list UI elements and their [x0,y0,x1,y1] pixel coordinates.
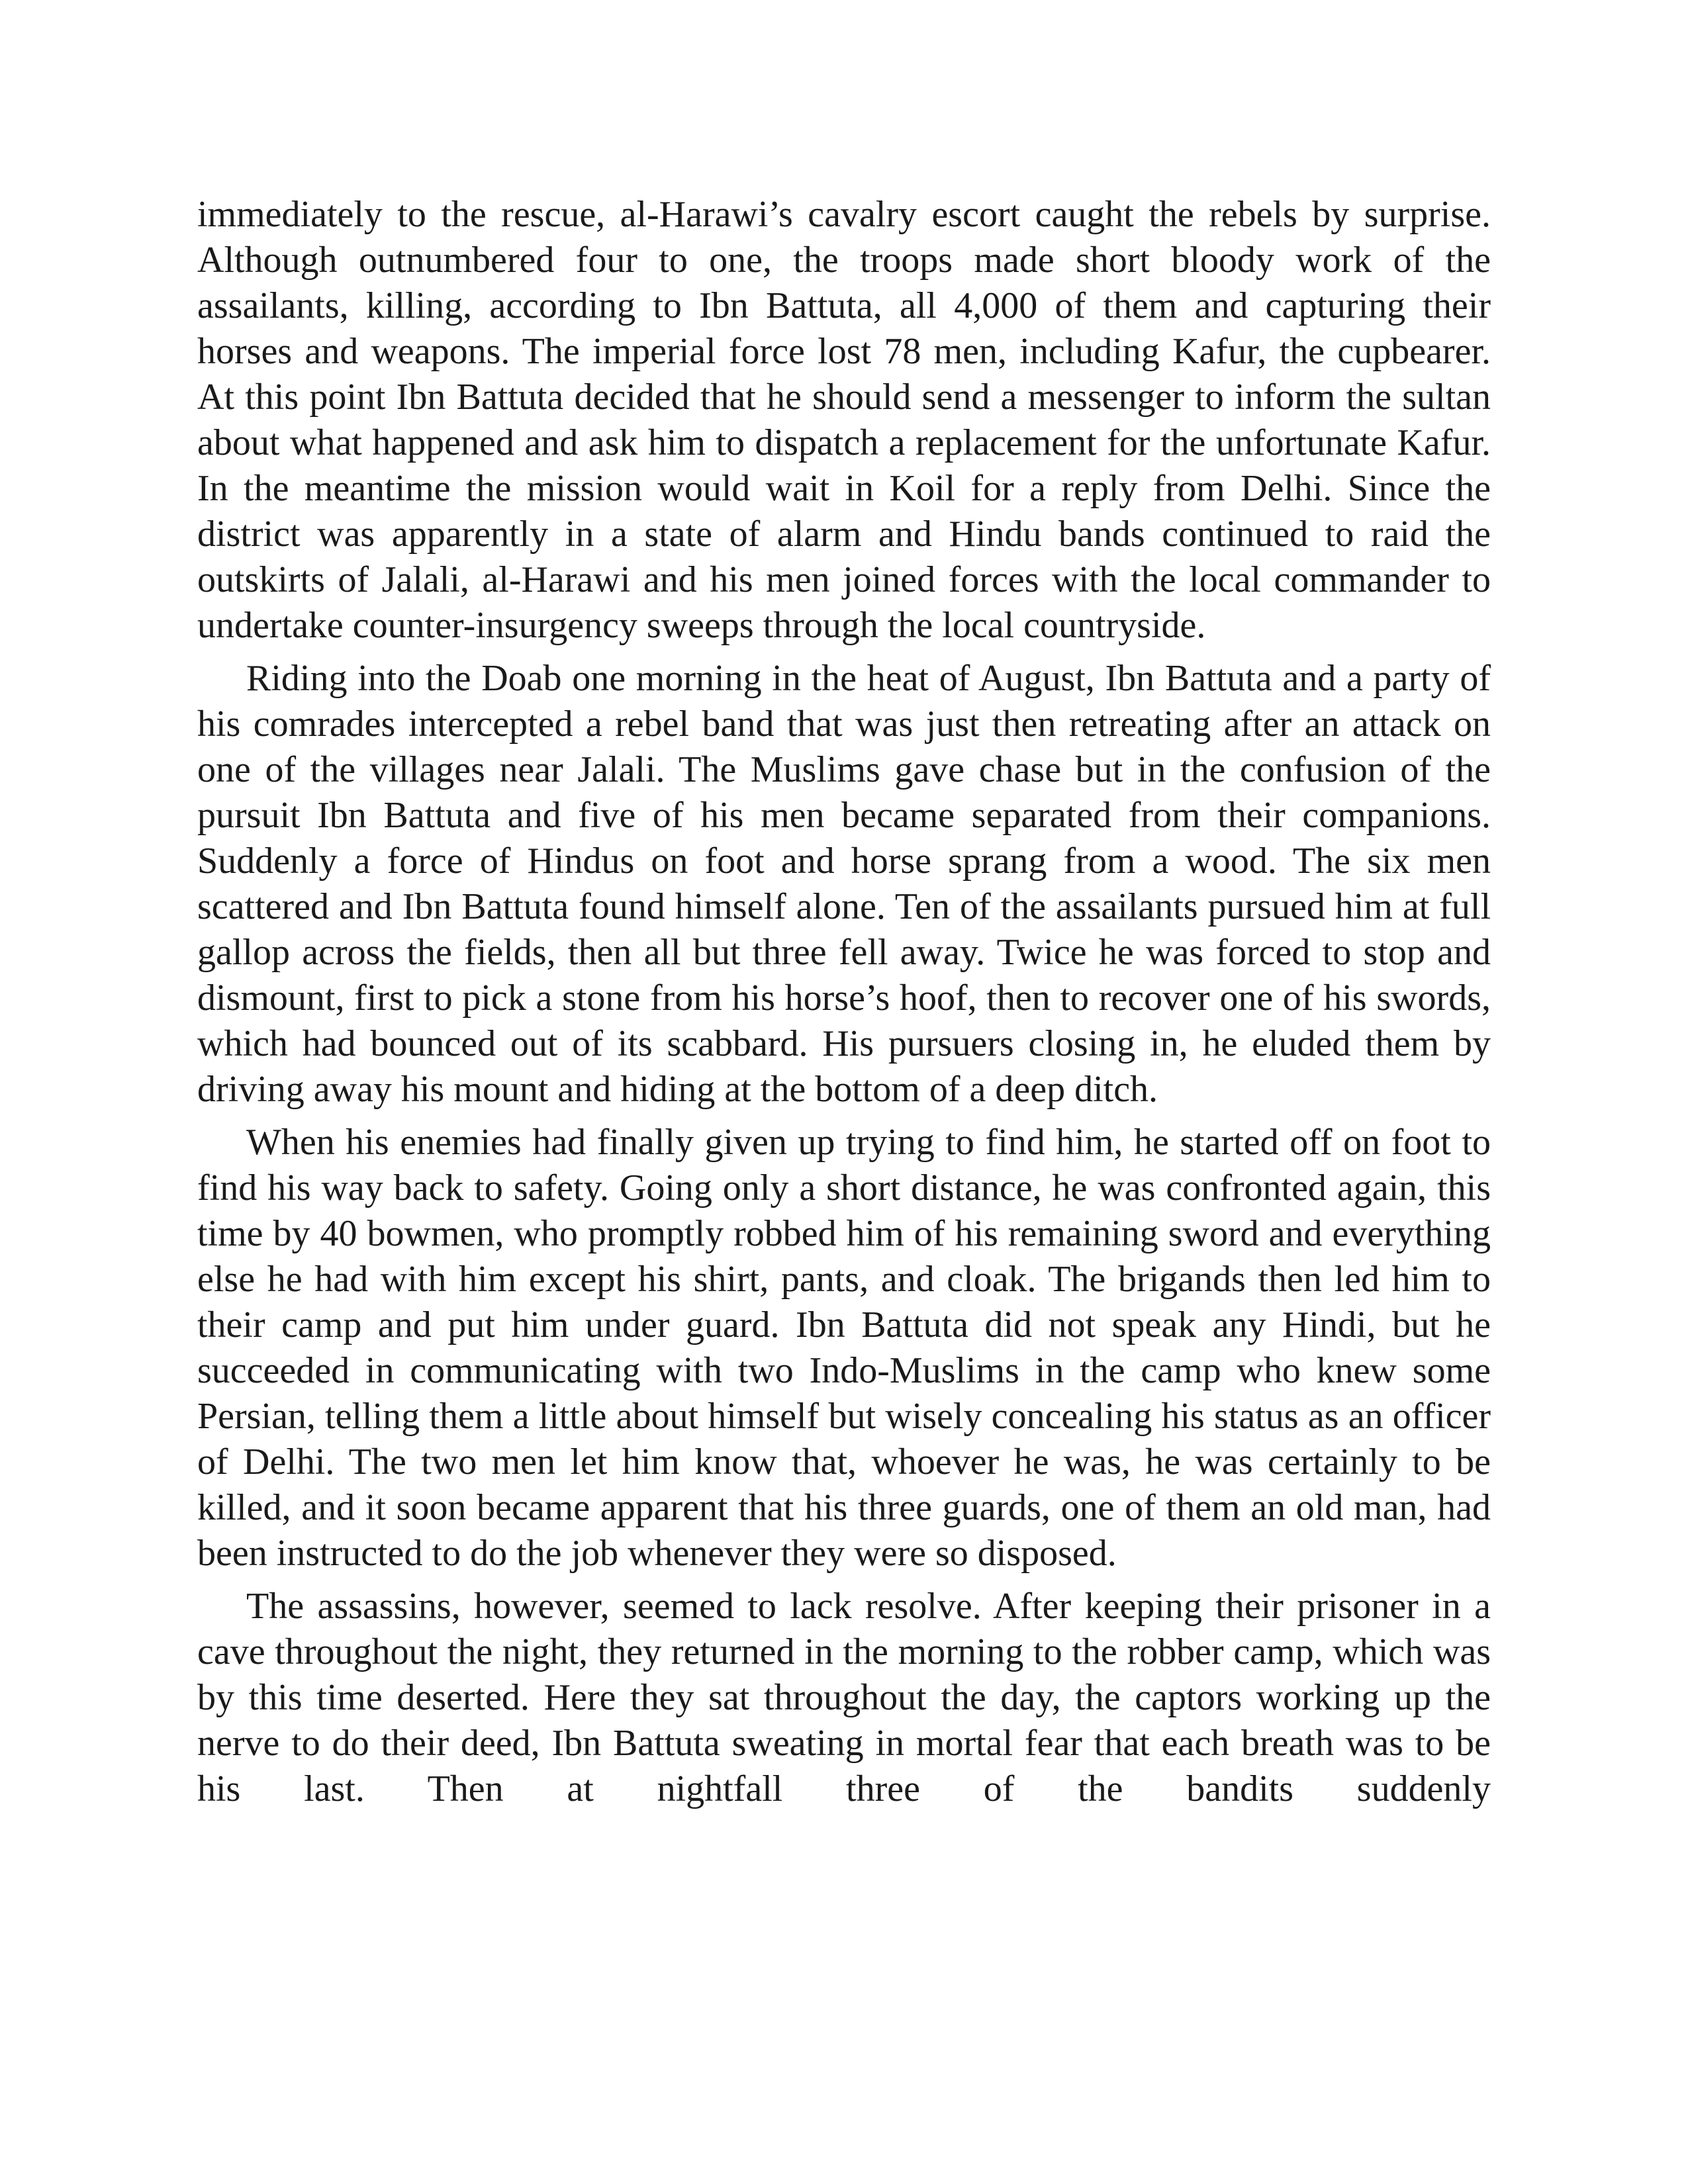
body-text [197,192,1491,1819]
paragraph-2: Riding into the Doab one morning in the heat of August, Ibn Battuta and a party of his comrades intercepted a rebel band that was just then retreating after an attack on one of the villages near Jalali. The Muslims gave chase but in the confusion of the pursuit Ibn Battuta and five of his men became separated from their companions. Suddenly a force of Hindus on foot and horse sprang from a wood. The six men scattered and Ibn Battuta found himself alone. Ten of the assailants pursued him at full gallop across the fields, then all but three fell away. Twice he was forced to stop and dismount, first to pick a stone from his horse’s hoof, then to recover one of his swords, which had bounced out of its scabbard. His pursuers closing in, he eluded them by driving away his mount and hiding at the bottom of a deep ditch. [197,658,1491,1110]
paragraph-3: When his enemies had finally given up trying to find him, he started off on foot to find his way back to safety. Going only a short distance, he was confronted again, this time by 40 bowmen, who promptly robbed him of his remaining sword and everything else he had with him except his shirt, pants, and cloak. The brigands then led him to their camp and put him under guard. Ibn Battuta did not speak any Hindi, but he succeeded in communicating with two Indo-Muslims in the camp who knew some Persian, telling them a little about himself but wisely concealing his status as an officer of Delhi. The two men let him know that, whoever he was, he was certainly to be killed, and it soon became apparent that his three guards, one of them an old man, had been instructed to do the job whenever they were so disposed. [197,1122,1491,1574]
paragraph-4: The assassins, however, seemed to lack resolve. After keeping their prisoner in a cave throughout the night, they returned in the morning to the robber camp, which was by this time deserted. Here they sat throughout the day, the captors working up the nerve to do their deed, Ibn Battuta sweating in mortal fear that each breath was to be his last. Then at nightfall three of the bandits suddenly [197,1586,1491,1809]
paragraph-1: immediately to the rescue, al-Harawi’s cavalry escort caught the rebels by surprise. Although outnumbered four to one, the troops made short bloody work of the assailants, killing, according to Ibn Battuta, all 4,000 of them and capturing their horses and weapons. The imperial force lost 78 men, including Kafur, the cupbearer. At this point Ibn Battuta decided that he should send a messenger to inform the sultan about what happened and ask him to dispatch a replacement for the unfortunate Kafur. In the meantime the mission would wait in Koil for a reply from Delhi. Since the district was apparently in a state of alarm and Hindu bands continued to raid the outskirts of Jalali, al-Harawi and his men joined forces with the local commander to undertake counter-insurgency sweeps through the local countryside. [197,194,1491,646]
